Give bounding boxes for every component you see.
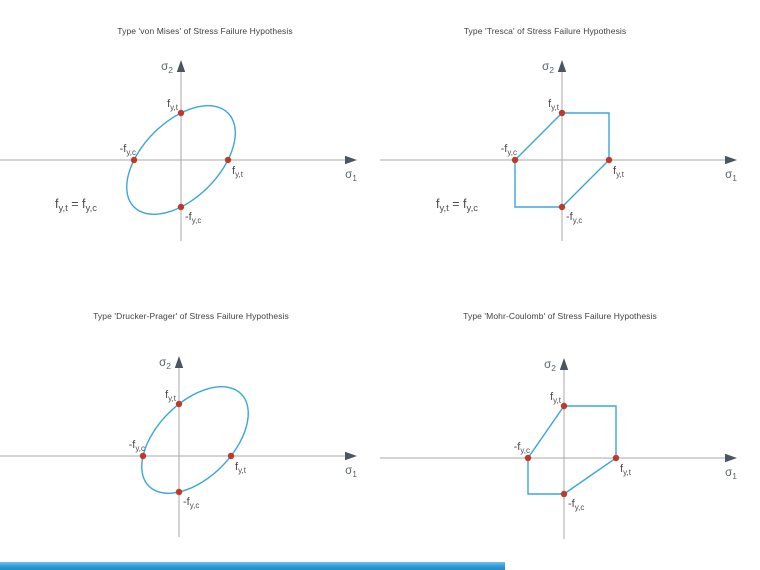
sigma1-axis-arrow-icon [345,452,357,460]
yield-point-bottom [176,489,182,495]
panel-title-von-mises: Type 'von Mises' of Stress Failure Hypothesis [117,26,293,36]
yield-point-left [512,157,518,163]
sigma2-axis-label: $\sigma_2$ [161,61,173,75]
yield-point-bottom [561,491,567,497]
sigma2-axis-label: $\sigma_2$ [544,359,556,373]
yield-point-bottom [178,204,184,210]
sigma2-axis-arrow-icon [558,60,566,72]
yield-point-label-top: $f_{y,t}$ [167,98,178,112]
yield-point-label-bottom: $-f_{y,c}$ [185,211,202,225]
equal-strength-annotation: $f_{y,t} = f_{y,c}$ [55,197,97,214]
panel-title-mohr-coulomb: Type 'Mohr-Coulomb' of Stress Failure Hypothesis [463,311,657,321]
panel-title-drucker-prager: Type 'Drucker-Prager' of Stress Failure Hypothesis [93,311,289,321]
panel-title-tresca: Type 'Tresca' of Stress Failure Hypothesis [463,26,627,36]
sigma2-axis-arrow-icon [175,356,183,368]
mohr-coulomb-plot [380,285,760,570]
sigma2-axis-label: $\sigma_2$ [542,61,554,75]
failure-envelope-hexagon [528,406,616,494]
yield-point-top [178,110,184,116]
yield-point-top [559,110,565,116]
sigma2-axis-arrow-icon [560,358,568,370]
yield-point-left [131,157,137,163]
sigma1-axis-label: $\sigma_1$ [725,169,737,183]
yield-point-label-bottom: $-f_{y,c}$ [566,211,583,225]
yield-point-right [228,453,234,459]
yield-point-top [176,401,182,407]
yield-point-label-top: $f_{y,t}$ [548,98,559,112]
yield-point-right [606,157,612,163]
window-bottom-edge-bar [0,562,505,570]
panel-mohr-coulomb [380,285,760,570]
drucker-prager-plot [0,285,380,570]
panel-von-mises [0,0,380,285]
sigma1-axis-arrow-icon [345,156,357,164]
sigma1-axis-label: $\sigma_1$ [725,467,737,481]
sigma1-axis-arrow-icon [725,156,737,164]
yield-point-label-right: $f_{y,t}$ [620,463,631,477]
sigma1-axis-label: $\sigma_1$ [345,169,357,183]
yield-point-left [525,455,531,461]
yield-point-right [225,157,231,163]
sigma1-axis-label: $\sigma_1$ [345,465,357,479]
yield-point-left [140,453,146,459]
yield-point-label-left: $-f_{y,c}$ [500,143,517,157]
failure-envelope-ellipse [122,367,268,513]
equal-strength-annotation: $f_{y,t} = f_{y,c}$ [436,197,478,214]
yield-point-bottom [559,204,565,210]
yield-point-label-bottom: $-f_{y,c}$ [183,496,200,510]
von-mises-plot [0,0,380,285]
sigma2-axis-label: $\sigma_2$ [159,357,171,371]
panel-tresca [380,0,760,285]
yield-point-label-right: $f_{y,t}$ [613,165,624,179]
yield-point-label-bottom: $-f_{y,c}$ [568,498,585,512]
yield-point-label-right: $f_{y,t}$ [235,461,246,475]
yield-point-top [561,403,567,409]
yield-point-label-left: $-f_{y,c}$ [128,439,145,453]
sigma1-axis-arrow-icon [725,454,737,462]
yield-point-label-right: $f_{y,t}$ [232,165,243,179]
yield-point-label-top: $f_{y,t}$ [165,389,176,403]
sigma2-axis-arrow-icon [177,60,185,72]
yield-point-label-left: $-f_{y,c}$ [513,441,530,455]
yield-point-label-left: $-f_{y,c}$ [119,143,136,157]
yield-point-label-top: $f_{y,t}$ [550,391,561,405]
panel-drucker-prager [0,285,380,570]
tresca-plot [380,0,760,285]
yield-point-right [613,455,619,461]
